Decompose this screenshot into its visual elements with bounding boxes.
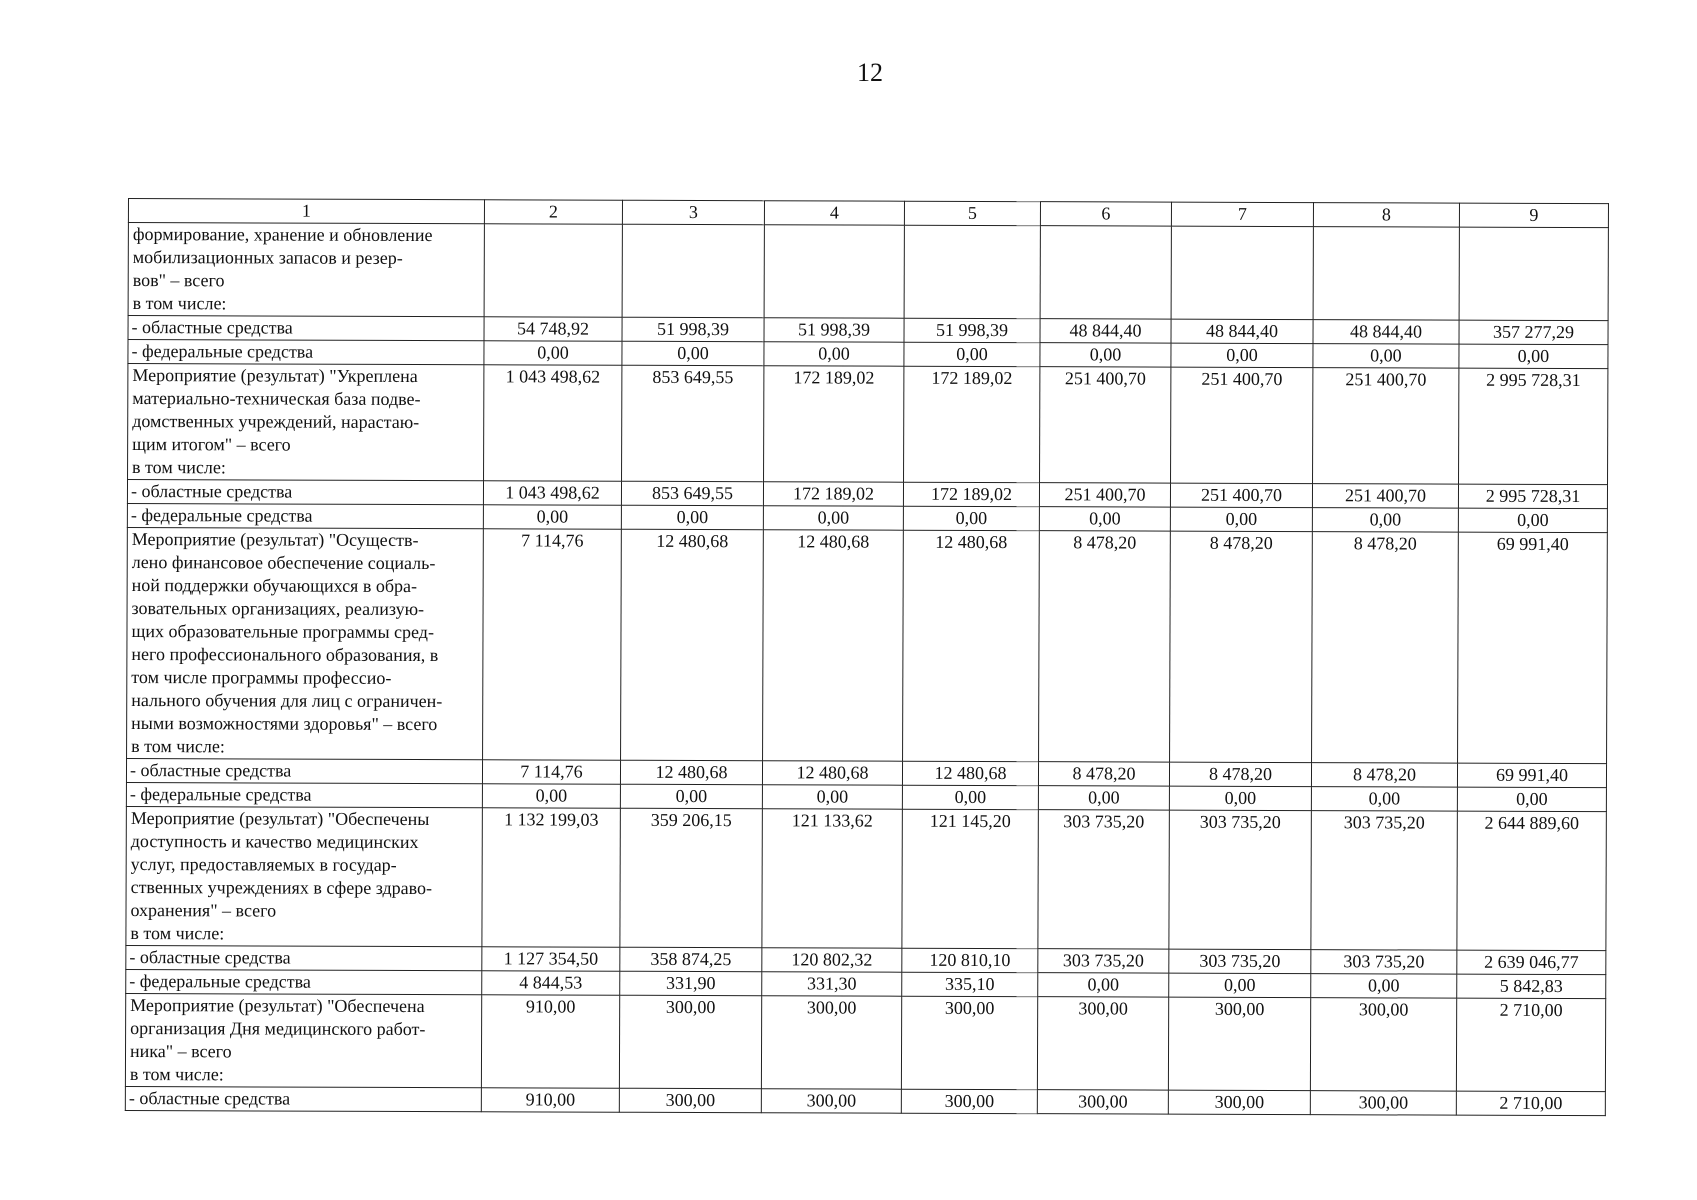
row-label-line: том числе программы профессио- [131,667,392,688]
value-cell-col-8: 0,00 [1313,344,1459,369]
row-label-line: в том числе: [130,923,225,944]
value-cell-col-3: 358 874,25 [620,947,762,971]
value-cell-col-7: 0,00 [1170,507,1312,531]
value-cell-col-9: 0,00 [1457,787,1606,812]
row-label-line: щим итогом" – всего [132,434,291,455]
value-cell-col-8 [1313,227,1459,321]
row-label-line: мобилизационных запасов и резер- [132,247,403,268]
value-cell-col-6: 8 478,20 [1038,762,1169,786]
value-cell-col-2: 910,00 [481,995,619,1088]
value-cell-col-6: 251 400,70 [1039,483,1170,507]
value-cell-col-9 [1459,227,1608,321]
value-cell-col-4: 300,00 [761,996,901,1089]
value-cell-col-6: 300,00 [1037,997,1168,1090]
value-cell-col-7: 8 478,20 [1169,762,1311,786]
row-label [128,364,484,481]
value-cell-col-6: 303 735,20 [1038,810,1169,949]
value-cell-col-3: 359 206,15 [620,808,762,947]
value-cell-col-9: 2 644 889,60 [1457,811,1606,951]
value-cell-col-3: 0,00 [621,505,763,529]
value-cell-col-8: 8 478,20 [1312,532,1459,764]
row-label-line: - областные средства [129,760,292,781]
row-label-line: материально-техническая база подве- [132,388,421,410]
row-label [126,945,482,970]
value-cell-col-6: 303 735,20 [1038,949,1169,973]
column-number-3: 3 [622,200,764,224]
value-cell-col-3: 300,00 [619,995,761,1088]
value-cell-col-9: 2 995 728,31 [1458,484,1607,509]
value-cell-col-7: 300,00 [1168,997,1310,1090]
value-cell-col-6: 251 400,70 [1040,367,1171,483]
value-cell-col-2: 910,00 [481,1088,619,1112]
event-row [128,223,1608,321]
row-label-line: ными возможностями здоровья" – всего [131,713,438,735]
table-body [125,223,1608,1116]
value-cell-col-5: 0,00 [903,506,1039,530]
row-label-line: услуг, предоставляемых в государ- [130,854,397,875]
row-label [128,340,484,365]
event-row [127,527,1608,763]
row-label-line: зовательных организациях, реализую- [131,598,425,620]
value-cell-col-9: 0,00 [1458,508,1607,533]
row-label-line: - областные средства [129,947,291,968]
value-cell-col-7: 300,00 [1168,1090,1310,1114]
value-cell-col-4: 51 998,39 [764,318,904,342]
value-cell-col-9: 2 995 728,31 [1459,368,1608,485]
row-label [128,223,484,317]
value-cell-col-6: 8 478,20 [1039,531,1171,762]
value-cell-col-8: 48 844,40 [1313,320,1459,345]
row-label-line: вов" – всего [132,270,225,291]
value-cell-col-5: 300,00 [901,996,1037,1089]
value-cell-col-3: 0,00 [622,341,764,365]
event-row [125,993,1605,1091]
row-label-line: ника" – всего [129,1041,232,1062]
column-number-1: 1 [128,199,484,224]
value-cell-col-9: 357 277,29 [1459,320,1608,345]
value-cell-col-9: 69 991,40 [1457,763,1606,788]
value-cell-col-7: 303 735,20 [1169,949,1311,973]
value-cell-col-5 [904,225,1040,318]
value-cell-col-3: 853 649,55 [621,481,763,505]
value-cell-col-5: 120 810,10 [902,948,1038,972]
value-cell-col-5: 300,00 [901,1089,1037,1113]
row-label-line: охранения" – всего [130,900,277,921]
value-cell-col-8: 300,00 [1310,1091,1456,1116]
value-cell-col-3: 51 998,39 [622,317,764,341]
value-cell-col-6: 0,00 [1039,507,1170,531]
value-cell-col-2: 1 132 199,03 [482,808,620,947]
row-label-line: формирование, хранение и обновление [132,224,433,246]
row-label-line: - областные средства [130,481,293,502]
column-number-5: 5 [904,201,1040,225]
column-number-9: 9 [1459,203,1608,228]
row-label-line: домственных учреждений, нарастаю- [132,411,420,433]
value-cell-col-6: 0,00 [1038,786,1169,810]
value-cell-col-5: 12 480,68 [903,530,1040,761]
value-cell-col-7: 0,00 [1169,786,1311,810]
row-label-line: - областные средства [128,1088,291,1109]
value-cell-col-7: 251 400,70 [1170,483,1312,507]
row-label [126,782,482,807]
value-cell-col-6: 300,00 [1037,1090,1168,1114]
row-label [125,1086,481,1111]
row-label-line: ной поддержки обучающихся в обра- [131,575,418,597]
value-cell-col-7: 0,00 [1171,343,1313,367]
row-label-line: лено финансовое обеспечение социаль- [131,552,436,574]
row-label [126,758,482,783]
value-cell-col-7: 303 735,20 [1169,810,1311,949]
value-cell-col-4: 0,00 [764,342,904,366]
column-number-6: 6 [1040,202,1171,226]
row-label-line: в том числе: [131,736,225,757]
value-cell-col-9: 2 639 046,77 [1457,950,1606,975]
budget-table [125,198,1609,1116]
row-label-line: в том числе: [129,1064,224,1085]
value-cell-col-8: 251 400,70 [1313,368,1459,485]
row-label-line: него профессионального образования, в [131,644,439,666]
value-cell-col-2: 54 748,92 [484,317,622,341]
value-cell-col-3: 0,00 [620,784,762,808]
row-label-line: Мероприятие (результат) "Укреплена [132,365,418,387]
value-cell-col-6: 0,00 [1038,973,1169,997]
row-label-line: нального обучения для лиц с ограничен- [131,690,443,712]
value-cell-col-3 [622,224,764,317]
value-cell-col-7: 8 478,20 [1170,531,1313,762]
row-label-line: Мероприятие (результат) "Осуществ- [131,529,419,551]
value-cell-col-9: 5 842,83 [1457,974,1606,999]
value-cell-col-2: 7 114,76 [482,760,620,784]
value-cell-col-2: 0,00 [484,341,622,365]
value-cell-col-8: 303 735,20 [1311,950,1457,975]
column-number-8: 8 [1313,203,1459,228]
value-cell-col-5: 172 189,02 [903,482,1039,506]
value-cell-col-9: 0,00 [1459,344,1608,369]
value-cell-col-8: 300,00 [1310,998,1456,1092]
event-row [128,364,1608,485]
value-cell-col-7 [1171,226,1313,319]
column-number-2: 2 [484,200,622,224]
row-label-line: - федеральные средства [129,784,312,805]
value-cell-col-5: 51 998,39 [904,318,1040,342]
value-cell-col-6 [1040,226,1171,319]
row-label-line: Мероприятие (результат) "Обеспечена [130,995,425,1017]
value-cell-col-5: 335,10 [902,972,1038,996]
value-cell-col-3: 853 649,55 [622,365,764,481]
column-number-4: 4 [764,201,904,225]
funding-source-row [125,1086,1605,1115]
value-cell-col-7: 0,00 [1169,973,1311,997]
value-cell-col-8: 0,00 [1312,508,1458,533]
row-label [126,806,482,946]
value-cell-col-5: 121 145,20 [902,809,1038,948]
row-label [128,316,484,341]
value-cell-col-2: 0,00 [483,505,621,529]
row-label-line: в том числе: [132,293,227,314]
row-label-line: ственных учреждениях в сфере здраво- [130,877,433,899]
value-cell-col-7: 251 400,70 [1171,367,1313,483]
value-cell-col-5: 0,00 [904,342,1040,366]
value-cell-col-2: 4 844,53 [482,971,620,995]
row-label-line: организация Дня медицинского работ- [130,1018,426,1040]
row-label-line: доступность и качество медицинских [130,831,419,853]
value-cell-col-3: 12 480,68 [621,529,764,760]
value-cell-col-4: 12 480,68 [763,530,904,761]
value-cell-col-4: 172 189,02 [764,366,904,482]
value-cell-col-5: 172 189,02 [904,366,1040,482]
value-cell-col-4: 172 189,02 [763,482,903,506]
event-row [126,806,1606,950]
row-label [126,969,482,994]
value-cell-col-8: 251 400,70 [1312,484,1458,509]
row-label-line: в том числе: [132,457,226,478]
value-cell-col-2: 0,00 [482,784,620,808]
value-cell-col-8: 8 478,20 [1311,763,1457,788]
value-cell-col-2: 7 114,76 [483,529,622,760]
row-label-line: - федеральные средства [131,341,314,362]
row-label-line: щих образовательные программы сред- [131,621,434,643]
value-cell-col-9: 2 710,00 [1456,998,1605,1092]
row-label-line: Мероприятие (результат) "Обеспечены [130,808,430,830]
value-cell-col-2 [484,224,622,317]
row-label [127,527,484,759]
value-cell-col-4 [764,225,904,318]
row-label-line: - областные средства [131,317,293,338]
value-cell-col-4: 12 480,68 [762,761,902,785]
value-cell-col-4: 331,30 [762,972,902,996]
column-number-7: 7 [1171,202,1313,226]
value-cell-col-8: 303 735,20 [1311,811,1457,951]
value-cell-col-4: 120 802,32 [762,948,902,972]
value-cell-col-2: 1 127 354,50 [482,947,620,971]
value-cell-col-5: 12 480,68 [902,761,1038,785]
value-cell-col-6: 0,00 [1040,343,1171,367]
row-label [125,993,481,1087]
row-label-line: - федеральные средства [130,505,313,526]
value-cell-col-8: 0,00 [1311,974,1457,999]
value-cell-col-9: 2 710,00 [1456,1091,1605,1116]
value-cell-col-5: 0,00 [902,785,1038,809]
value-cell-col-4: 121 133,62 [762,809,902,948]
value-cell-col-9: 69 991,40 [1458,532,1608,764]
value-cell-col-4: 300,00 [761,1089,901,1113]
value-cell-col-2: 1 043 498,62 [483,481,621,505]
value-cell-col-2: 1 043 498,62 [484,365,622,481]
value-cell-col-3: 331,90 [620,971,762,995]
value-cell-col-3: 12 480,68 [620,760,762,784]
row-label [127,503,483,528]
value-cell-col-4: 0,00 [762,785,902,809]
value-cell-col-6: 48 844,40 [1040,319,1171,343]
value-cell-col-7: 48 844,40 [1171,319,1313,343]
value-cell-col-8: 0,00 [1311,787,1457,812]
row-label-line: - федеральные средства [129,971,311,992]
value-cell-col-3: 300,00 [619,1088,761,1112]
row-label [127,480,483,505]
page-number: 12 [857,58,883,87]
value-cell-col-4: 0,00 [763,506,903,530]
